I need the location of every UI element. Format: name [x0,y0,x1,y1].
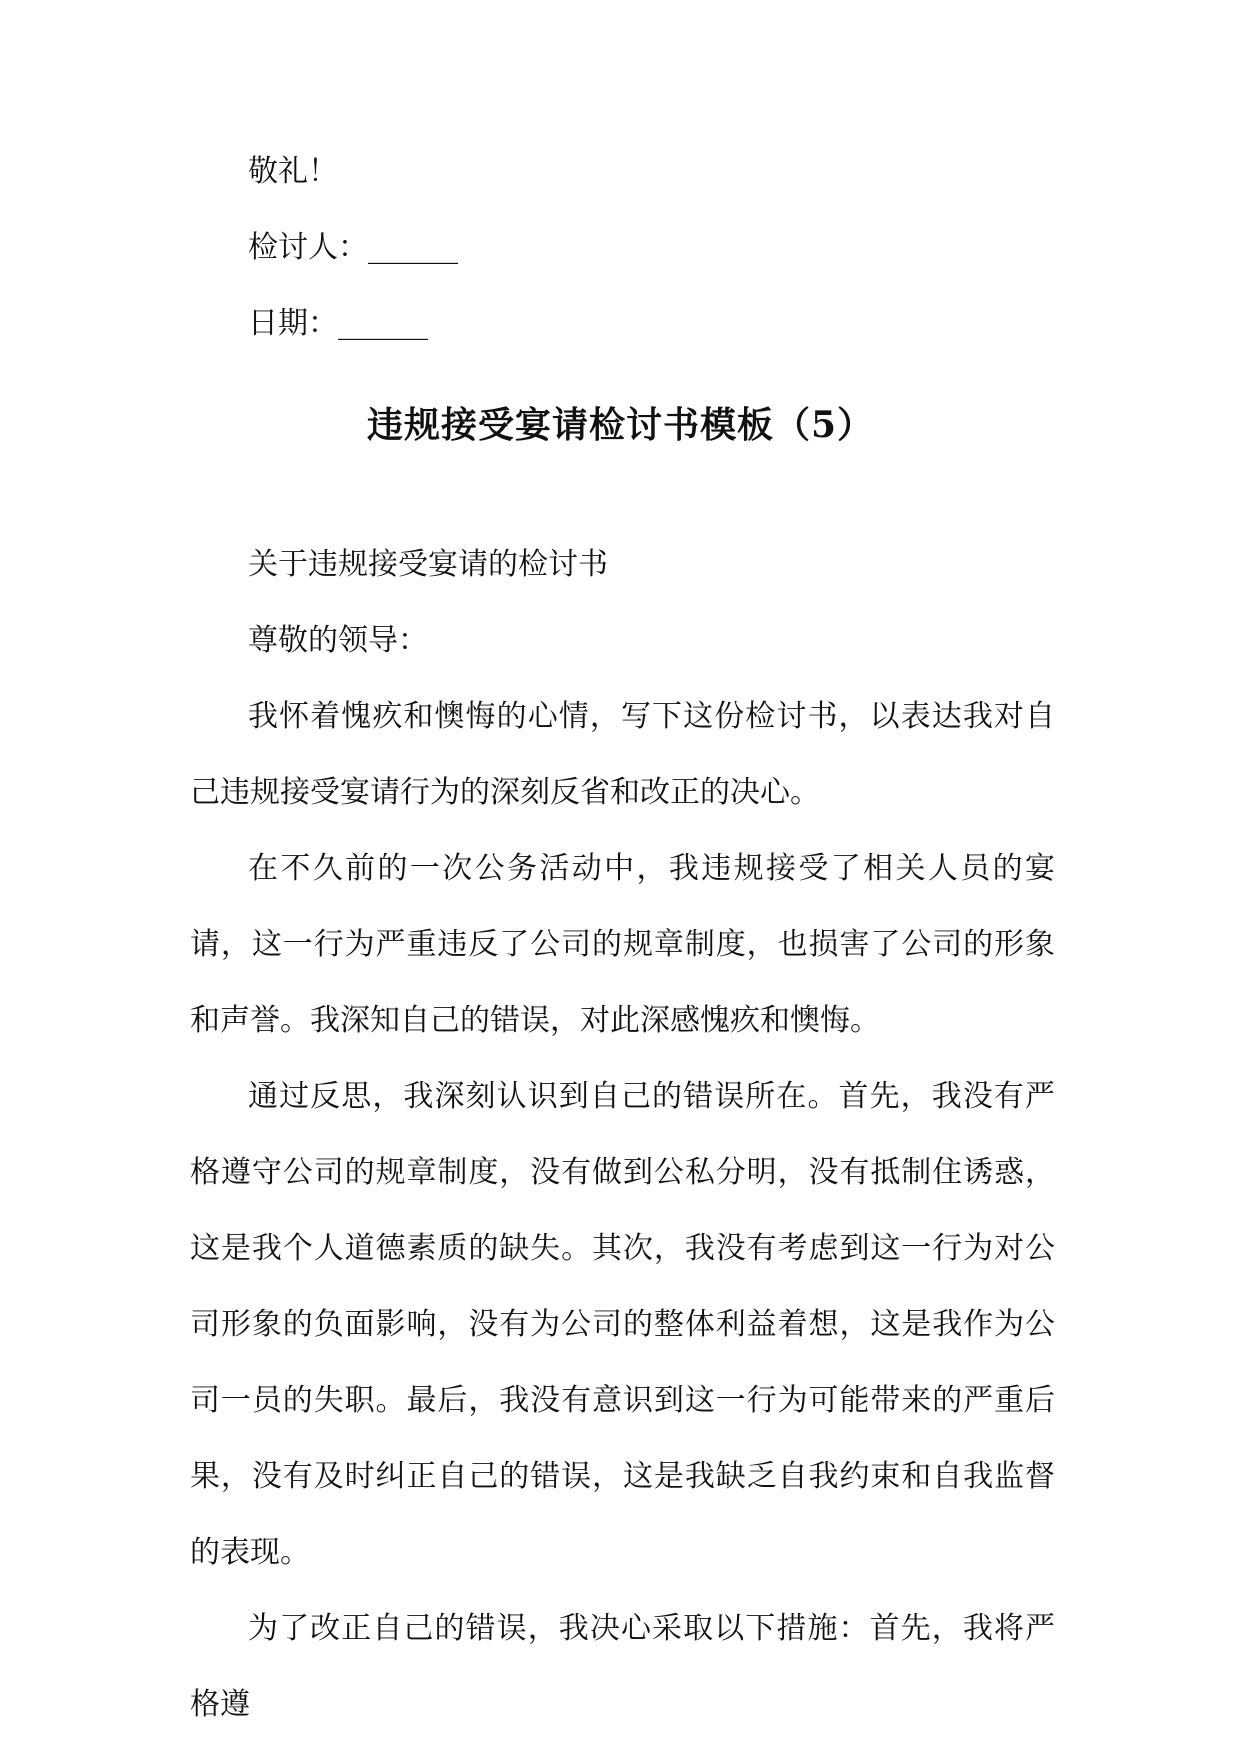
document-title: 违规接受宴请检讨书模板（5） [366,404,875,446]
closing-salutation: 敬礼！ [248,154,338,189]
date-line: 日期：______ [248,306,428,341]
signer-line: 检讨人：______ [248,230,458,265]
letter-closing [190,134,1055,362]
document-body [190,527,1055,1743]
greeting: 尊敬的领导： [248,623,428,658]
body-paragraph: 我怀着愧疚和懊悔的心情，写下这份检讨书，以表达我对自己违规接受宴请行为的深刻反省和改正的决心。 [190,699,1055,810]
body-paragraph: 在不久前的一次公务活动中，我违规接受了相关人员的宴请，这一行为严重违反了公司的规章制度，也损害了公司的形象和声誉。我深知自己的错误，对此深感愧疚和懊悔。 [190,851,1055,1038]
body-paragraph: 为了改正自己的错误，我决心采取以下措施：首先，我将严格遵 [190,1611,1055,1722]
document-subtitle: 关于违规接受宴请的检讨书 [248,547,608,582]
body-paragraph: 通过反思，我深刻认识到自己的错误所在。首先，我没有严格遵守公司的规章制度，没有做到公私分明，没有抵制住诱惑，这是我个人道德素质的缺失。其次，我没有考虑到这一行为对公司形象的负面影响，没有为公司的整体利益着想，这是我作为公司一员的失职。最后，我没有意识到这一行为可能带来的严重后果，没有及时纠正自己的错误，这是我缺乏自我约束和自我监督的表现。 [190,1079,1055,1570]
